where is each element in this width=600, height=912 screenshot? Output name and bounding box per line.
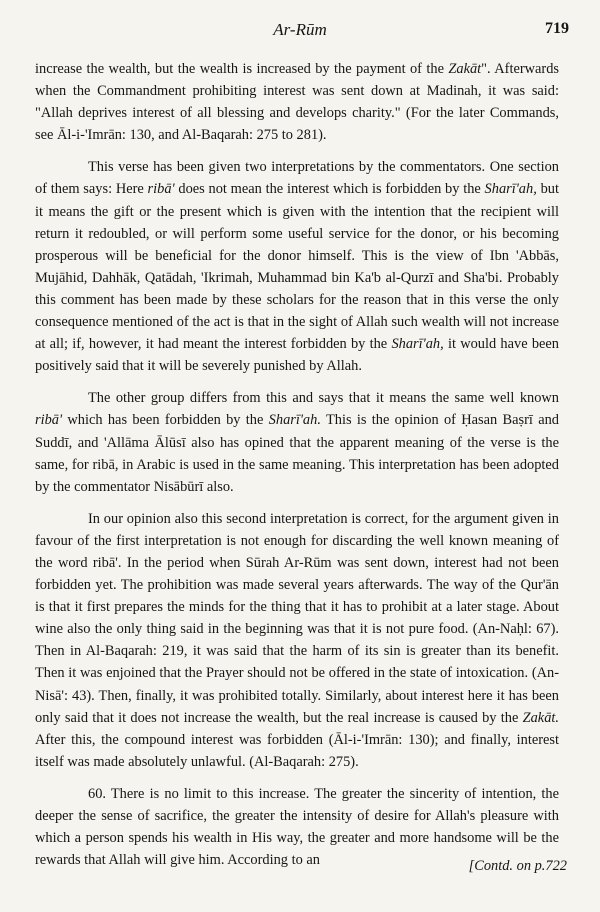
continued-note: [Contd. on p.722 [468, 858, 567, 874]
text-segment: ". Afterwards when the Commandment prohibiting interest was sent down at Madinah, it was said: "Allah deprives interest of all blessing and develops charity." (For the later Commands, see Āl-i-'Imrān: 130, and Al-Baqarah: 275 to 281). [35, 61, 559, 144]
paragraph-1 [35, 58, 559, 146]
italic-term: Zakāt. [522, 709, 559, 726]
italic-term: Sharī'ah. [268, 412, 321, 429]
text-segment: 60. There is no limit to this increase. The greater the sincerity of intention, the deeper the sense of sacrifice, the greater the intensity of desire for Allah's pleasure with which a person spends his wealth in His way, the greater and more handsome will be the rewards that Allah will give him. According to an [35, 785, 559, 869]
running-head [0, 20, 600, 44]
text-segment: This verse has been given two interpretations by the commentators. One section of them says: Here [35, 159, 559, 198]
text-segment: The other group differs from this and says that it means the same well known [88, 390, 559, 407]
paragraph-2 [35, 156, 559, 377]
text-segment: In our opinion also this second interpretation is correct, for the argument given in favour of the first interpretation is not enough for discarding the well known meaning of the word ribā'. In the period when Sūrah Ar-Rūm was sent down, interest had not been forbidden yet. The prohibition was made several years afterwards. The way of the Qur'ān is that it first prepares the minds for the thing that it has to prohibit at a later stage. About wine also the only thing said in the beginning was that it is not pure food. (An-Naḥl: 67). Then in Al-Baqarah: 219, it was said that the harm of its sin is greater than its benefit. Then it was enjoined that the Prayer should not be offered in the state of intoxication. (An-Nisā': 43). Then, finally, it was prohibited totally. Similarly, about interest here it has been only said that it does not increase the wealth, but the real increase is caused by the [35, 510, 559, 726]
italic-term: ribā' [147, 181, 175, 198]
italic-term: Sharī'ah, [484, 181, 537, 198]
text-segment: which has been forbidden by the [62, 412, 269, 429]
page-number: 719 [545, 20, 569, 37]
text-segment: After this, the compound interest was forbidden (Āl-i-'Imrān: 130); and finally, interest itself was made absolutely unlawful. (Al-Baqarah: 275). [35, 731, 559, 770]
paragraph-3 [35, 387, 559, 497]
text-segment: This is the opinion of Ḥasan Baṣrī and Suddī, and 'Allāma Ālūsī also has opined that the apparent meaning of the verse is the same, for ribā, in Arabic is used in the same meaning. This interpretation has been adopted by the commentator Nisābūrī also. [35, 412, 559, 495]
paragraph-4 [35, 508, 559, 773]
body-text [35, 58, 559, 881]
text-segment: increase the wealth, but the wealth is increased by the payment of the [35, 61, 449, 77]
running-title: Ar-Rūm [273, 20, 327, 39]
italic-term: Zakāt [448, 61, 482, 77]
text-segment: it would have been positively said that it will be severely punished by Allah. [35, 336, 559, 375]
text-segment: does not mean the interest which is forbidden by the [174, 181, 485, 198]
italic-term: Sharī'ah, [391, 336, 444, 353]
italic-term: ribā' [35, 412, 63, 429]
text-segment: but it means the gift or the present which is given with the intention that the recipient will return it redoubled, or will perform some useful service for the donor, or his becoming prosperous will be beneficial for the donor himself. This is the view of Ibn 'Abbās, Mujāhid, Dahhāk, Qatādah, 'Ikrimah, Muhammad bin Ka'b al-Qurzī and Sha'bi. Probably this comment has been made by these scholars for the reason that in this verse the only consequence mentioned of the act is that in the sight of Allah such wealth will not increase at all; if, however, it had meant the interest forbidden by the [35, 181, 559, 353]
